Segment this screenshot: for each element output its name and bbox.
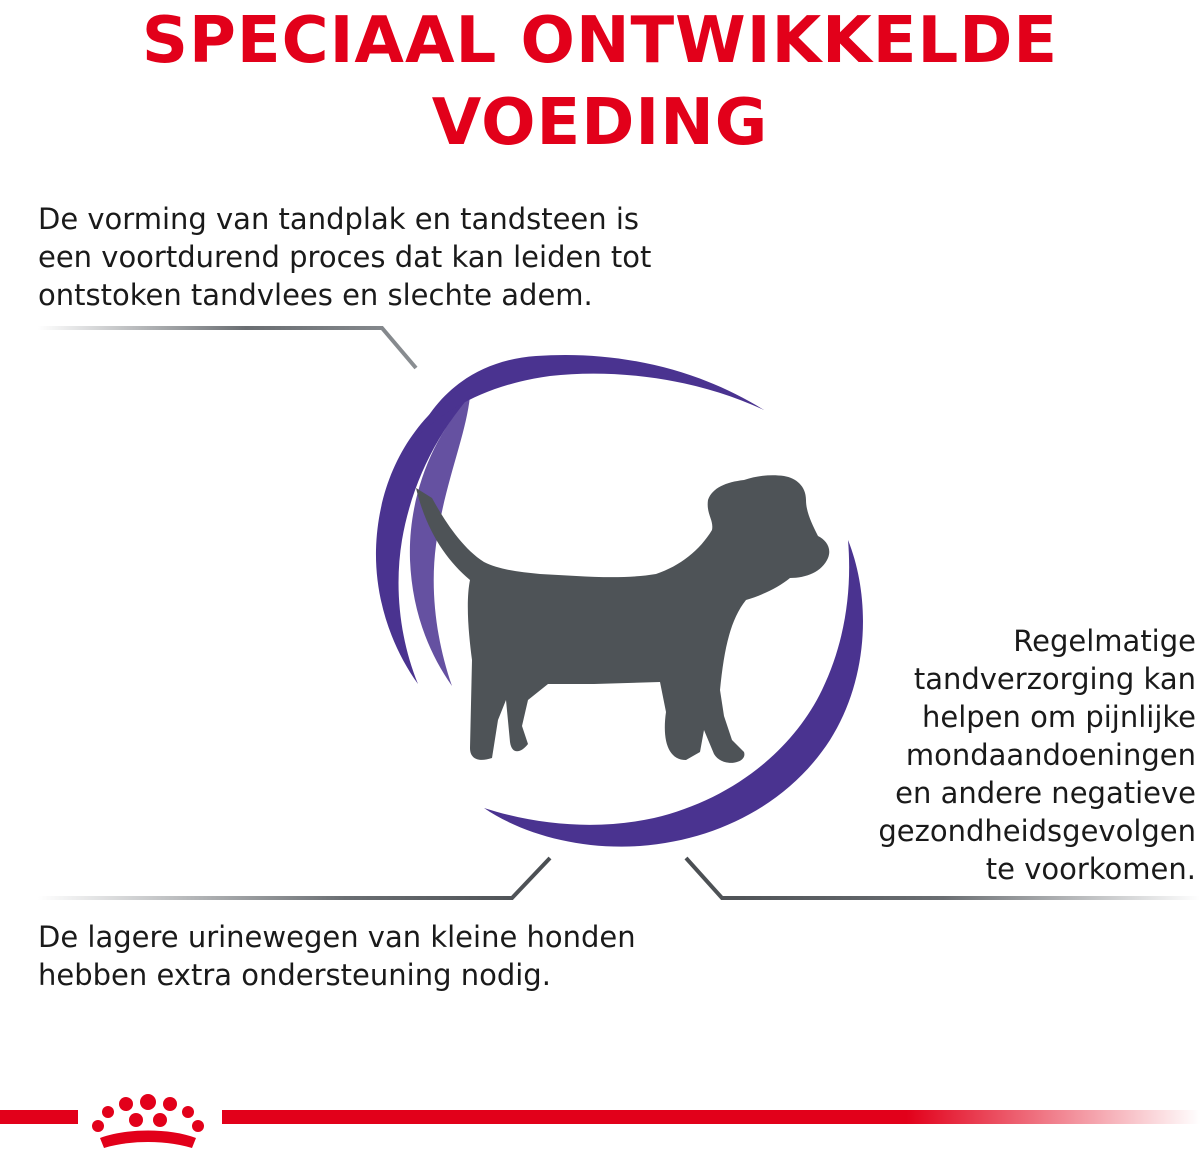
callout-line: gezondheidsgevolgen	[878, 814, 1196, 848]
connector-line-top	[38, 328, 416, 368]
callout-line: helpen om pijnlijke	[921, 700, 1196, 734]
callout-line: te voorkomen.	[985, 852, 1196, 886]
callout-line: hebben extra ondersteuning nodig.	[38, 958, 551, 992]
footer-bar-right	[222, 1110, 1200, 1124]
connector-line-bottom	[38, 858, 550, 898]
callout-line: tandverzorging kan	[913, 662, 1196, 696]
callout-line: een voortdurend proces dat kan leiden tot	[38, 240, 652, 274]
footer-bar-left	[0, 1110, 78, 1124]
title-line-2: VOEDING	[431, 86, 769, 160]
callout-line: ontstoken tandvlees en slechte adem.	[38, 278, 593, 312]
callout-line: De vorming van tandplak en tandsteen is	[38, 202, 640, 236]
callout-line: en andere negatieve	[895, 776, 1196, 810]
callout-line: De lagere urinewegen van kleine honden	[38, 920, 636, 954]
connector-line-right	[686, 858, 1200, 898]
callout-line: Regelmatige	[1013, 624, 1196, 658]
dog-silhouette	[416, 475, 829, 763]
royal-canin-crown-icon	[86, 1092, 214, 1152]
title-line-1: SPECIAAL ONTWIKKELDE	[141, 4, 1059, 78]
callout-line: mondaandoeningen	[905, 738, 1196, 772]
